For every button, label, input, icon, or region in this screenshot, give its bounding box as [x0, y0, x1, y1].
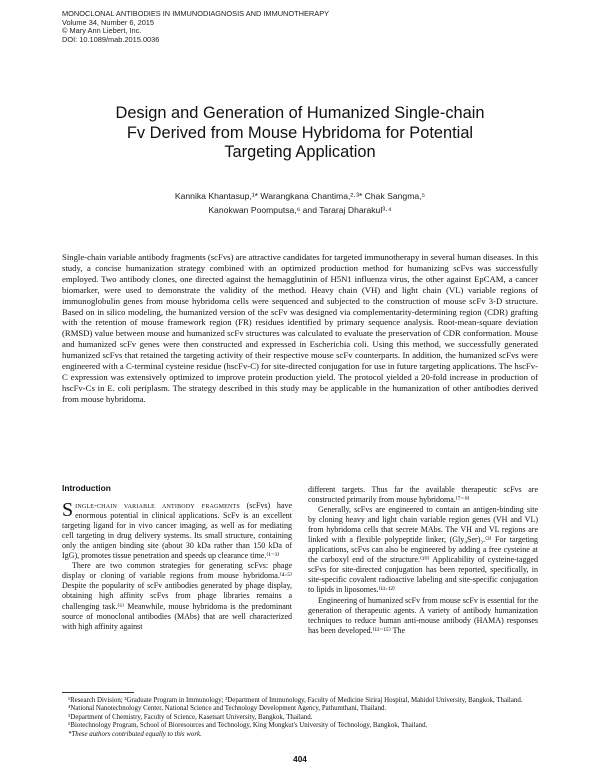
footnote-equal-contribution: *These authors contributed equally to this work.: [68, 730, 202, 738]
title-line-2: Fv Derived from Mouse Hybridoma for Potential: [126, 123, 474, 142]
journal-header: [62, 10, 329, 44]
introduction-heading: Introduction: [62, 483, 111, 493]
right-column: [308, 485, 538, 636]
article-title: [80, 104, 520, 163]
right-paragraph-1: different targets. Thus far the available therapeutic scFvs are constructed primarily from mouse hybridoma.⁽⁷⁻⁹⁾: [308, 485, 538, 505]
drop-cap: S: [62, 499, 74, 522]
authors-line-1: Kannika Khantasup,¹* Warangkana Chantima,²·³* Chak Sangma,⁵: [174, 191, 426, 201]
title-line-1: Design and Generation of Humanized Single-chain: [115, 104, 485, 122]
page-number: 404: [293, 755, 307, 764]
footnote-affiliation-5: ⁵Department of Chemistry, Faculty of Science, Kasetsart University, Bangkok, Thailand.: [68, 713, 313, 721]
intro-paragraph-1-text: (scFvs) have enormous potential in clinical applications. ScFv is an excellent targeting ligand for in vivo cancer imaging, as well as for mediating cell targeting in drug delivery systems. Its small structure, containing only the antigen binding site (about 30 kDa rather than 150 kDa of IgG), promotes tissue penetration and speeds up clearance time.⁽¹⁻³⁾: [62, 501, 293, 561]
footnote-rule: [62, 692, 134, 693]
journal-copyright: © Mary Ann Liebert, Inc.: [62, 26, 142, 36]
journal-doi: DOI: 10.1089/mab.2015.0036: [62, 34, 160, 44]
right-paragraph-3: Engineering of humanized scFv from mouse scFv is essential for the generation of therapeutic agents. A variety of antibody humanization techniques to reduce human anti-mouse antibody (HAMA) responses has been developed.⁽¹³⁻¹⁵⁾ The: [308, 595, 538, 635]
journal-volume: Volume 34, Number 6, 2015: [62, 17, 155, 27]
right-paragraph-2: Generally, scFvs are engineered to contain an antigen-binding site by cloning heavy and light chain variable region genes (VH and VL) from hybridoma cells that secrete MAbs. The VH and VL regions are linked with a flexible polypeptide linker, (Gly₄Ser)₃.⁽³⁾ For targeting applications, scFvs can also be engineered by adding a free cysteine at the carboxyl end of the structure.⁽¹⁰⁾ Applicability of cysteine-tagged scFvs for site-directed conjugation has been reported, specifically, in site-specific covalent radioactive labeling and site-specific conjugation to lipids in liposomes.⁽¹¹·¹²⁾: [308, 505, 538, 595]
authors-line-2: Kanokwan Poomputsa,⁶ and Tararaj Dharakul³·⁴: [208, 205, 392, 215]
intro-paragraph-1: [62, 501, 292, 561]
author-list: [120, 189, 480, 217]
title-line-3: Targeting Application: [224, 143, 376, 161]
journal-name: MONOCLONAL ANTIBODIES IN IMMUNODIAGNOSIS AND IMMUNOTHERAPY: [62, 9, 330, 18]
footnote-affiliation-4: ⁴National Nanotechnology Center, National Science and Technology Development Agency, Pathumthani, Thailand.: [68, 705, 387, 713]
intro-lead-smallcaps: ingle-chain variable antibody fragments: [75, 501, 240, 511]
abstract: Single-chain variable antibody fragments (scFvs) are attractive candidates for targeted immunotherapy in several human diseases. In this study, a concise humanization strategy combined with an optimized production method for humanizing scFvs was successfully employed. Two antibody clones, one directed against the hemagglutinin of H5N1 influenza virus, the other against EpCAM, a cancer biomarker, were used to demonstrate the validity of the method. Heavy chain (VH) and light chain (VL) variable regions of immunoglobulin genes from mouse hybridoma cells were sequenced and subjected to the construction of mouse scFv 3-D structure. Based on in silico modeling, the humanized version of the scFv was designed via complementarity-determining region (CDR) grafting with the retention of mouse framework region (FR) residues identified by primary sequence analysis. Root-mean-square deviation (RMSD) value between mouse and humanized scFv structures was calculated to evaluate the preservation of CDR conformation. Mouse and humanized scFv genes were then constructed and expressed in Escherichia coli. Using this method, we successfully generated humanized scFvs that retained the targeting activity of their respective mouse scFv counterparts. In addition, the humanized scFvs were engineered with a C-terminal cysteine residue (hscFv-C) for site-directed conjugation for use in future targeting applications. The hscFv-C expression was extensively optimized to improve protein production yield. The protocol yielded a 20-fold increase in production of hscFv-Cs in E. coli periplasm. The strategy described in this study may be applicable in the humanization of other antibodies derived from mouse hybridoma.: [62, 252, 538, 404]
footnotes: [62, 697, 538, 739]
footnote-affiliation-1: ¹Research Division; ²Graduate Program in Immunology; ³Department of Immunology, Faculty of Medicine Siriraj Hospital, Mahidol University, Bangkok, Thailand.: [68, 697, 523, 704]
footnote-affiliation-6: ⁶Biotechnology Program, School of Bioresources and Technology, King Mongkut's University of Technology, Bangkok, Thailand.: [68, 722, 428, 730]
left-column: [62, 483, 292, 632]
intro-paragraph-2: There are two common strategies for generating scFvs: phage display or cloning of variable regions from mouse hybridoma.⁽⁴·⁵⁾ Despite the popularity of scFv antibodies generated by phage display, obtaining high affinity scFvs from phage libraries remains a challenging task.⁽⁶⁾ Meanwhile, mouse hybridoma is the predominant source of monoclonal antibodies (MAbs) that are well characterized with high affinity against: [62, 561, 292, 631]
